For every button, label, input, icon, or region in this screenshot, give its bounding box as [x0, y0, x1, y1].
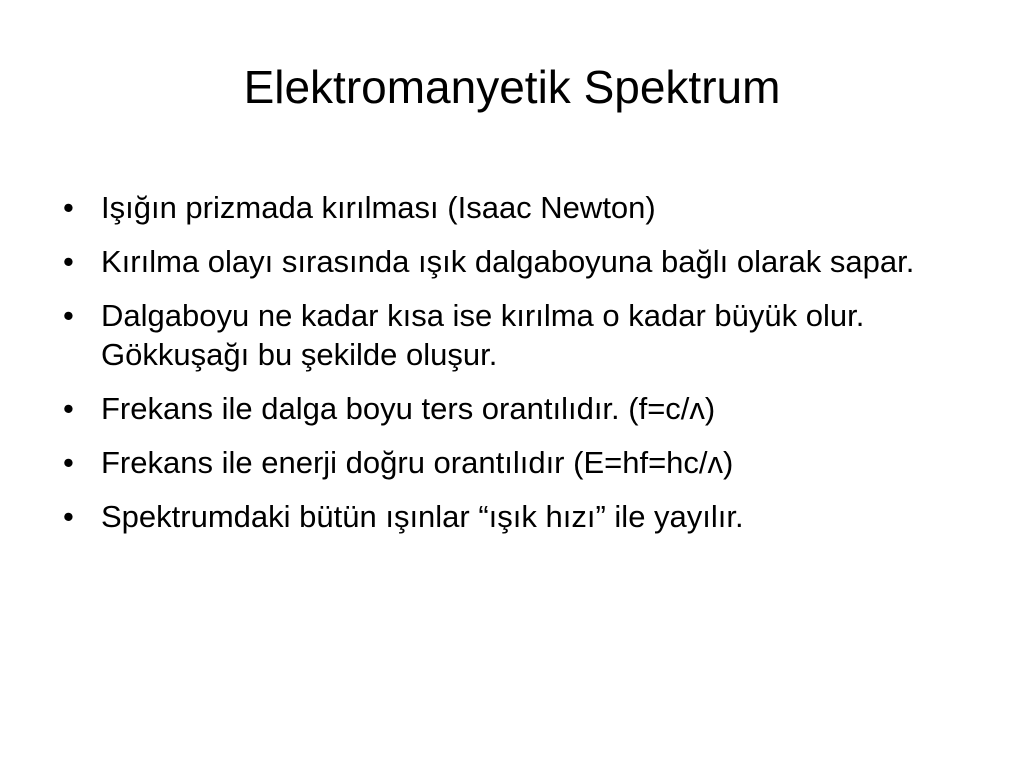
- bullet-marker: •: [63, 244, 74, 280]
- bullet-item: [55, 443, 955, 482]
- bullet-text: Dalgaboyu ne kadar kısa ise kırılma o kadar büyük olur. Gökkuşağı bu şekilde oluşur.: [101, 298, 865, 373]
- bullet-item: [55, 389, 955, 428]
- bullet-marker: •: [63, 499, 74, 535]
- bullet-marker: •: [63, 445, 74, 481]
- bullet-text: Işığın prizmada kırılması (Isaac Newton): [101, 190, 656, 225]
- bullet-list: [55, 188, 955, 551]
- bullet-item: [55, 188, 955, 227]
- bullet-item: [55, 497, 955, 536]
- bullet-text: Kırılma olayı sırasında ışık dalgaboyuna bağlı olarak sapar.: [101, 244, 915, 280]
- bullet-item: [55, 242, 955, 281]
- bullet-item: [55, 296, 955, 374]
- bullet-text: Frekans ile enerji doğru orantılıdır (E=hf=hc/ʌ): [101, 445, 734, 481]
- slide-title: Elektromanyetik Spektrum: [243, 61, 781, 113]
- bullet-marker: •: [63, 190, 74, 225]
- bullet-text: Frekans ile dalga boyu ters orantılıdır. (f=c/ʌ): [101, 391, 716, 427]
- bullet-marker: •: [63, 298, 74, 334]
- bullet-marker: •: [63, 391, 74, 427]
- bullet-text: Spektrumdaki bütün ışınlar “ışık hızı” ile yayılır.: [101, 499, 744, 535]
